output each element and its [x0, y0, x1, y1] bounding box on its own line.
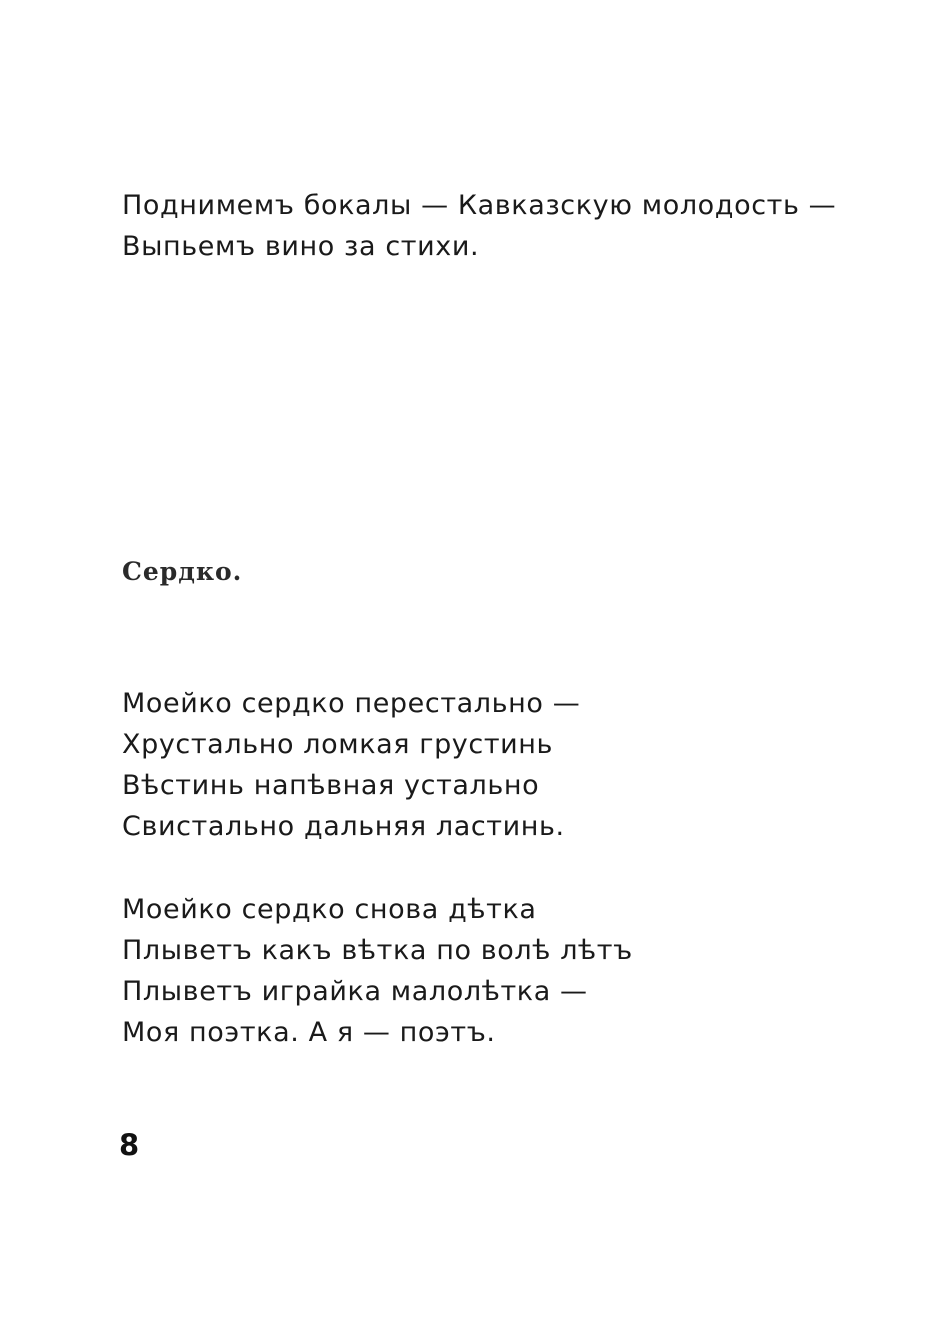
verse-line: Поднимемъ бокалы — Кавказскую молодость —: [122, 190, 837, 221]
verse-line: Плыветъ играйка малолѣтка —: [122, 976, 588, 1007]
verse-line: Выпьемъ вино за стихи.: [122, 231, 480, 262]
verse-line: Хрустально ломкая грустинь: [122, 729, 554, 760]
verse-line: Плыветъ какъ вѣтка по волѣ лѣтъ: [122, 935, 633, 966]
verse-line: Моейко сердко перестально —: [122, 688, 581, 719]
intro-verse: [122, 185, 836, 267]
stanza: [122, 683, 580, 847]
stanza: [122, 889, 633, 1053]
page-number: 8: [119, 1128, 140, 1162]
poem-title: Сердко.: [122, 557, 243, 586]
verse-line: Свистально дальняя ластинь.: [122, 811, 565, 842]
verse-line: Моейко сердко снова дѣтка: [122, 894, 537, 925]
verse-line: Моя поэтка. А я — поэтъ.: [122, 1017, 496, 1048]
verse-line: Вѣстинь напѣвная устально: [122, 770, 540, 801]
